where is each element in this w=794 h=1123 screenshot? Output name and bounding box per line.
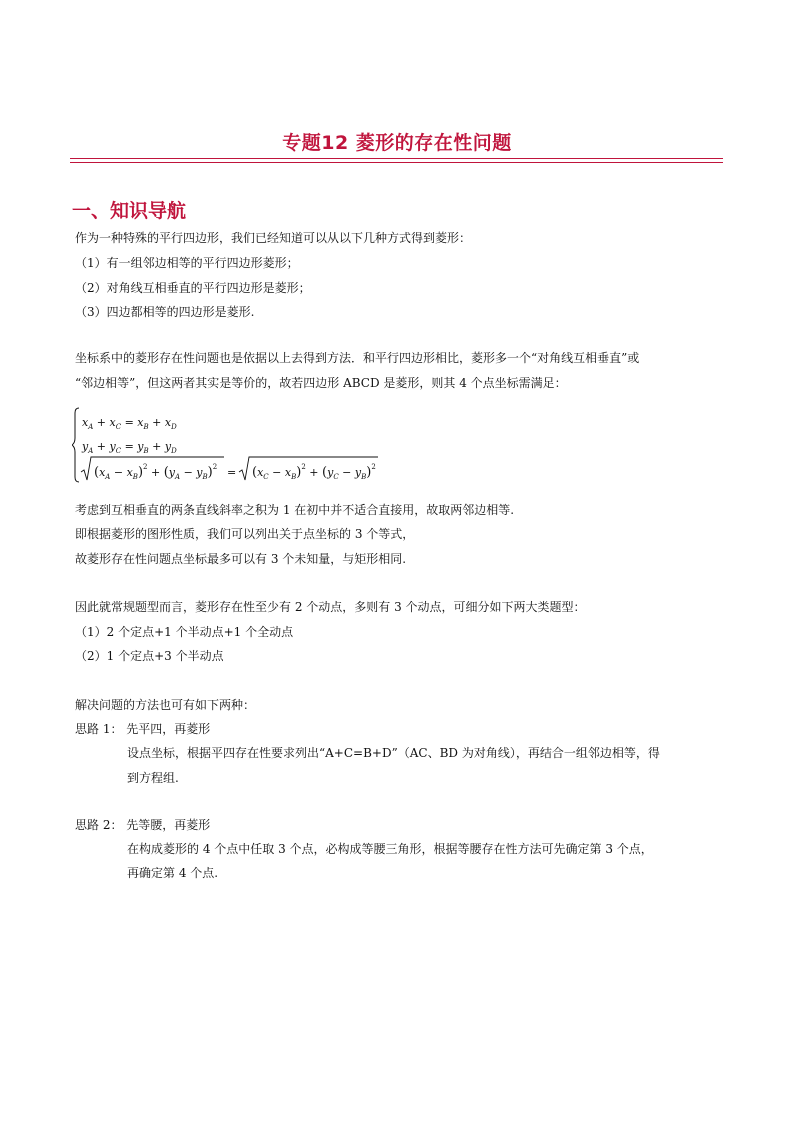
idea-1-line-2: 到方程组. — [127, 771, 179, 785]
method-item-3: （3）四边都相等的四边形是菱形. — [75, 305, 255, 319]
paragraph-2-line-2: “邻边相等”，但这两者其实是等价的，故若四边形 ABCD 是菱形，则其 4 个点坐标需满足： — [75, 376, 567, 390]
idea-1-label: 思路 1： 先平四，再菱形 — [75, 722, 211, 736]
title-rule-thin — [70, 162, 723, 163]
idea-2-line-1: 在构成菱形的 4 个点中任取 3 个点，必构成等腰三角形，根据等腰存在性方法可先确定第 3 个点， — [127, 842, 653, 856]
section-heading: 一、知识导航 — [72, 200, 187, 222]
paragraph-2-line-1: 坐标系中的菱形存在性问题也是依据以上去得到方法．和平行四边形相比，菱形多一个“对角线互相垂直”或 — [75, 351, 640, 365]
paragraph-4-intro: 因此就常规题型而言，菱形存在性至少有 2 个动点，多则有 3 个动点，可细分如下两大类题型： — [75, 600, 586, 614]
idea-1-line-1: 设点坐标，根据平四存在性要求列出“A+C=B+D”（AC、BD 为对角线），再结合一组邻边相等，得 — [127, 746, 660, 760]
idea-2-line-2: 再确定第 4 个点. — [127, 866, 219, 880]
method-item-2: （2）对角线互相垂直的平行四边形是菱形； — [75, 281, 311, 295]
intro-text: 作为一种特殊的平行四边形，我们已经知道可以从以下几种方式得到菱形： — [75, 231, 472, 245]
svg-text:(xC − xB)2 + (yC − yB)2: $(x_C - x_B)^2 + (y_C - y_B)^2$ — [252, 463, 376, 481]
equation-system — [72, 405, 402, 485]
title-rule-thick — [70, 158, 723, 159]
type-item-1: （1）2 个定点+1 个半动点+1 个全动点 — [75, 625, 294, 639]
paragraph-5-intro: 解决问题的方法也可有如下两种： — [75, 698, 256, 712]
idea-2-label: 思路 2： 先等腰，再菱形 — [75, 818, 211, 832]
paragraph-3-line-3: 故菱形存在性问题点坐标最多可以有 3 个未知量，与矩形相同. — [75, 552, 407, 566]
svg-text:(xA − xB)2 + (yA − yB)2: $(x_A - x_B)^2 + (y_A - y_B)^2$ — [94, 463, 218, 481]
paragraph-3-line-1: 考虑到互相垂直的两条直线斜率之积为 1 在初中并不适合直接用，故取两邻边相等. — [75, 503, 515, 517]
svg-text:=: = — [227, 466, 237, 479]
page-title: 专题12 菱形的存在性问题 — [282, 132, 512, 154]
paragraph-3-line-2: 即根据菱形的图形性质，我们可以列出关于点坐标的 3 个等式， — [75, 527, 415, 541]
method-item-1: （1）有一组邻边相等的平行四边形菱形； — [75, 256, 299, 270]
type-item-2: （2）1 个定点+3 个半动点 — [75, 649, 224, 663]
svg-text:yA + yC = yB + yD: $y_A + y_C = y_B + y_D$ — [82, 440, 177, 455]
svg-text:xA + xC = xB + xD: $x_A + x_C = x_B + x_D$ — [82, 416, 177, 431]
